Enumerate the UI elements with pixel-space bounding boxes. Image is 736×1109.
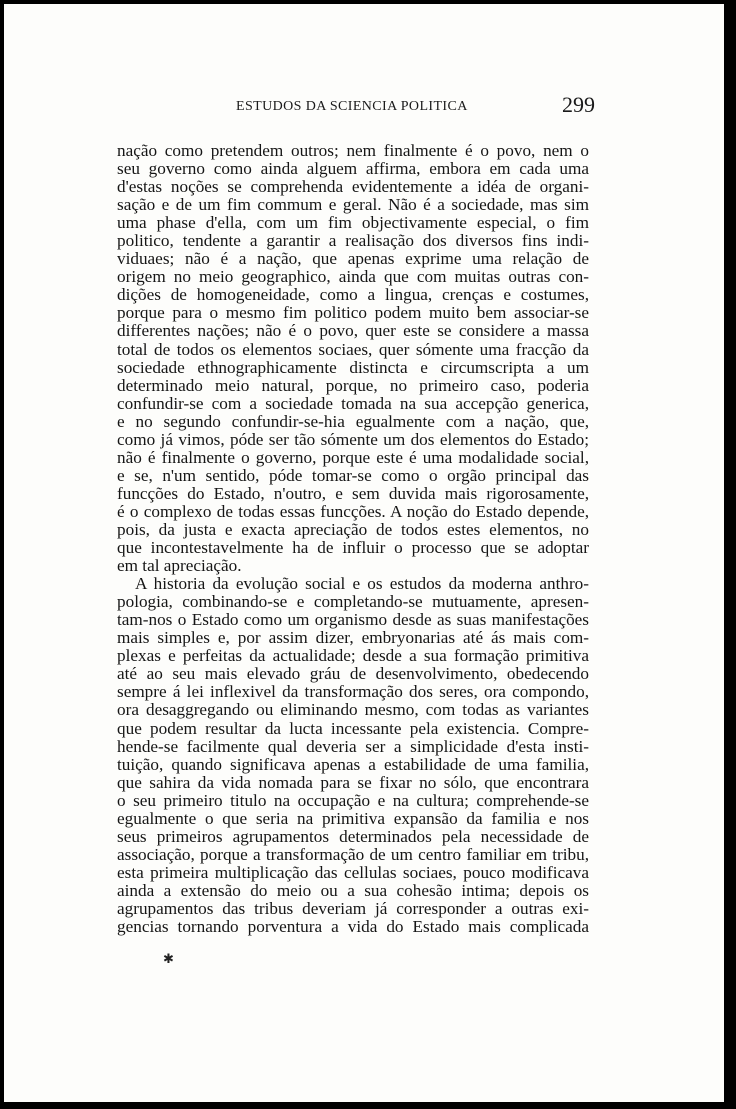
text-line: como já vimos, póde ser tão sómente um dos elementos do Estado;: [117, 429, 589, 449]
text-line: agrupamentos das tribus deveriam já corresponder a outras exi-: [117, 898, 589, 918]
text-line: nação como pretendem outros; nem finalmente é o povo, nem o: [117, 141, 589, 160]
text-line: até ao seu mais elevado gráu de desenvolvimento, obedecendo: [117, 664, 589, 684]
running-title: ESTUDOS DA SCIENCIA POLITICA: [236, 99, 468, 114]
text-line: uma phase d'ella, com um fim objectivamente especial, o fim: [117, 213, 589, 233]
text-line: sação e de um fim commum e geral. Não é a sociedade, mas sim: [117, 195, 589, 215]
asterisk-ornament-icon: ✱: [163, 951, 174, 966]
text-line: pois, da justa e exacta apreciação de todos estes elementos, no: [117, 519, 589, 539]
text-line: hende-se facilmente qual deveria ser a simplicidade d'esta insti-: [117, 736, 589, 756]
text-line: ora desaggregando ou eliminando mesmo, com todas as variantes: [117, 700, 589, 720]
text-line: não é finalmente o governo, porque este é uma modalidade social,: [117, 447, 589, 467]
text-line: confundir-se com a sociedade tomada na sua accepção generica,: [117, 393, 589, 413]
paragraph-start-line: A historia da evolução social e os estudos da moderna anthro-: [135, 574, 589, 594]
text-line: d'estas noções se comprehenda evidentemente a idéa de organi-: [117, 177, 589, 197]
text-line: differentes nações; não é o povo, quer este se considere a massa: [117, 321, 589, 341]
text-line: sociedade ethnographicamente distincta e circumscripta a um: [117, 357, 589, 377]
text-line: que podem resultar da lucta incessante pela existencia. Compre-: [117, 718, 589, 738]
text-line: que sahira da vida nomada para se fixar no sólo, que encontrara: [117, 772, 589, 792]
text-line: determinado meio natural, porque, no primeiro caso, poderia: [117, 375, 589, 395]
text-line: dições de homogeneidade, como a lingua, crenças e costumes,: [117, 285, 589, 305]
text-line: seus primeiros agrupamentos determinados pela necessidade de: [117, 826, 589, 846]
text-line: é o complexo de todas essas funcções. A noção do Estado depende,: [117, 501, 589, 521]
page-number: 299: [562, 92, 595, 117]
text-line: e no segundo confundir-se-hia egualmente com a nação, que,: [117, 411, 589, 431]
text-line: tam-nos o Estado como um organismo desde as suas manifestações: [117, 610, 589, 630]
text-line: politico, tendente a garantir a realisação dos diversos fins indi-: [117, 231, 589, 251]
text-line: gencias tornando porventura a vida do Estado mais complicada: [117, 917, 589, 937]
text-line: esta primeira multiplicação das cellulas sociaes, pouco modificava: [117, 862, 589, 882]
text-line: seu governo como ainda alguem affirma, embora em cada uma: [117, 159, 589, 179]
scan-border-right: [724, 0, 736, 1109]
text-line: porque para o mesmo fim politico podem muito bem associar-se: [117, 303, 589, 323]
text-line: pologia, combinando-se e completando-se mutuamente, apresen-: [117, 592, 589, 612]
book-page: [4, 4, 726, 1103]
text-line: total de todos os elementos sociaes, quer sómente uma fracção da: [117, 339, 589, 359]
text-line: sempre á lei inflexivel da transformação dos seres, ora compondo,: [117, 682, 589, 702]
text-line: associação, porque a transformação de um centro familiar em tribu,: [117, 844, 589, 864]
scan-border-bottom: [0, 1102, 736, 1109]
text-line: funcções do Estado, n'outro, e sem duvida mais rigorosamente,: [117, 483, 589, 503]
text-line: plexas e perfeitas da actualidade; desde a sua formação primitiva: [117, 646, 589, 666]
body-text: [117, 142, 589, 936]
text-line: que incontestavelmente ha de influir o processo que se adoptar: [117, 538, 589, 558]
text-line: origem no meio geographico, ainda que com muitas outras con-: [117, 267, 589, 287]
text-line: e se, n'um sentido, póde tomar-se como o orgão principal das: [117, 465, 589, 485]
text-line: tuição, quando significava apenas a estabilidade de uma familia,: [117, 754, 589, 774]
paragraph-end-line: em tal apreciação.: [117, 556, 242, 576]
text-line: egualmente o que seria na primitiva expansão da familia e nos: [117, 808, 589, 828]
text-line: ainda a extensão do meio ou a sua cohesão intima; depois os: [117, 880, 589, 900]
text-line: o seu primeiro titulo na occupação e na cultura; comprehende-se: [117, 790, 589, 810]
text-line: mais simples e, por assim dizer, embryonarias até ás mais com-: [117, 628, 589, 648]
text-line: viduaes; não é a nação, que apenas exprime uma relação de: [117, 249, 589, 269]
